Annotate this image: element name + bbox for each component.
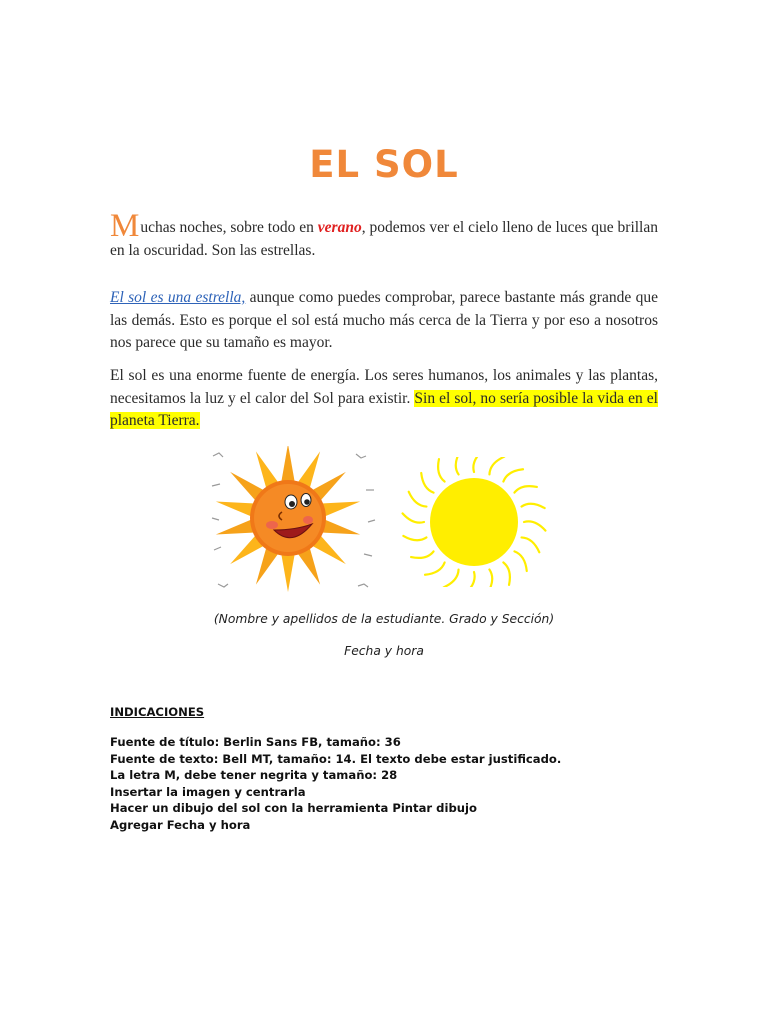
cheek <box>303 516 313 524</box>
paragraph-estrella <box>110 287 658 355</box>
list-item: Agregar Fecha y hora <box>110 817 251 832</box>
sun-ray <box>465 572 474 587</box>
list-item: Fuente de texto: Bell MT, tamaño: 14. El texto debe estar justificado. <box>110 751 562 766</box>
sun-ray <box>524 521 545 530</box>
sun-ray <box>456 457 460 474</box>
paragraph-text: El sol es una enorme fuente de energía. Los seres humanos, los animales y las plantas, necesitamos la luz y el calor del Sol para existir. <box>110 367 658 407</box>
sun-ray <box>403 536 426 540</box>
highlighted-text: Sin el sol, no sería posible la vida en el planeta Tierra. <box>110 389 658 429</box>
sun-ray <box>321 519 360 534</box>
sun-ray <box>522 504 545 508</box>
sun-ray <box>403 513 424 522</box>
cheek <box>266 521 278 529</box>
sun-ray <box>281 553 295 592</box>
hyperlink-text[interactable]: El sol es una estrella, <box>110 289 246 306</box>
sun-ray <box>409 492 427 507</box>
list-item: Hacer un dibujo del sol con la herramienta Pintar dibujo <box>110 801 477 815</box>
sun-ray <box>216 502 255 517</box>
drop-cap-letter: M <box>110 208 140 244</box>
sun-ray <box>503 469 523 481</box>
sun-ray <box>438 459 445 481</box>
indicaciones-list <box>110 734 670 833</box>
sun-ray <box>514 551 526 571</box>
page-title: EL SOL <box>309 143 459 186</box>
sun-ray <box>488 570 492 587</box>
emphasis-word: verano <box>317 219 362 236</box>
smiling-sun-icon <box>208 446 380 598</box>
paragraph-verano <box>110 208 658 262</box>
sun-ray <box>216 519 255 534</box>
sun-ray <box>522 537 540 552</box>
sun-ray <box>321 502 360 517</box>
list-item: La letra M, debe tener negrita y tamaño: 28 <box>110 768 398 782</box>
indicaciones-heading: INDICACIONES <box>110 705 205 719</box>
list-item: Fuente de título: Berlin Sans FB, tamaño: 36 <box>110 735 401 749</box>
sun-ray <box>473 457 482 472</box>
paragraph-text: , podemos ver el cielo lleno de luces que brillan en la oscuridad. Son las estrellas. <box>110 219 658 259</box>
paragraph-text: aunque como puedes comprobar, parece bastante más grande que las demás. Esto es porque el sol está mucho más cerca de la Tierra y por eso a nosotros nos parece que su tamaño es mayor. <box>110 289 658 351</box>
sun-ray <box>503 562 510 584</box>
sun-icon <box>398 457 550 587</box>
sun-ray <box>421 473 433 493</box>
sun-ray <box>411 551 433 558</box>
paragraph-text: uchas noches, sobre todo en <box>140 219 318 236</box>
sun-ray <box>425 562 445 574</box>
date-caption: Fecha y hora <box>344 644 424 658</box>
student-caption: (Nombre y apellidos de la estudiante. Grado y Sección) <box>213 612 555 626</box>
sun-disc <box>430 478 518 566</box>
list-item: Insertar la imagen y centrarla <box>110 784 306 799</box>
sun-ray <box>444 570 459 587</box>
sun-ray <box>514 486 536 493</box>
sun-ray <box>489 457 504 474</box>
paragraph-energia <box>110 365 658 433</box>
sun-ray <box>281 446 295 483</box>
